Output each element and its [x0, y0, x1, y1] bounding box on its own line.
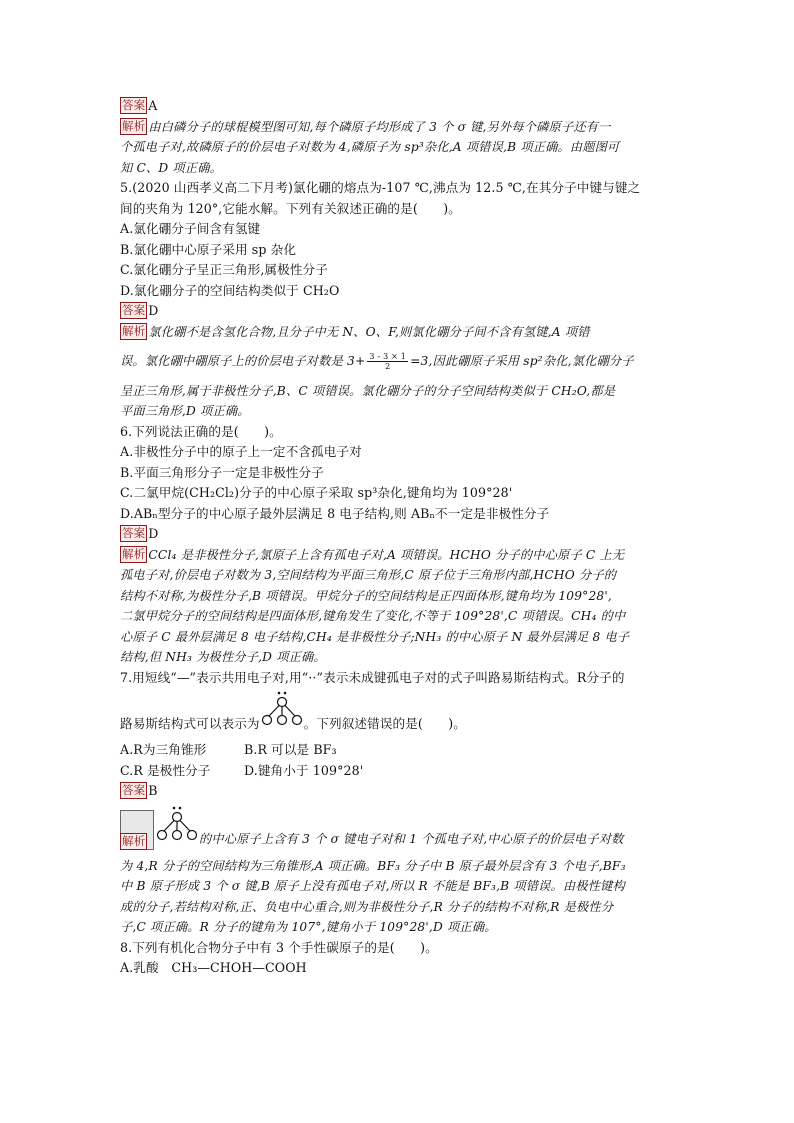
valence-pair-fraction: $\frac{3 - 3 \times 1}{2}$: [369, 352, 407, 371]
q6-analysis-line: 结构不对称,为极性分子,B 项错误。甲烷分子的空间结构是正四面体形,键角均为 109°28',: [120, 588, 613, 603]
q6-analysis-line: 孤电子对,价层电子对数为 3,空间结构为平面三角形,C 原子位于三角形内部,HCHO 分子的: [120, 568, 617, 582]
answer-tag: 答案: [122, 98, 146, 112]
q5-analysis-line: 平面三角形,D 项正确。: [120, 404, 250, 418]
q6-option-b: B.平面三角形分子一定是非极性分子: [120, 464, 324, 480]
document-page: [120, 96, 675, 979]
q7-analysis-line: 子,C 项正确。R 分子的键角为 107°,键角小于 109°28',D 项正确。: [120, 920, 497, 934]
q4-analysis-line: 个孤电子对,故磷原子的价层电子对数为 4,磷原子为 sp³杂化,A 项错误,B 项正确。由题图可: [120, 140, 620, 154]
q4-analysis-line: 知 C、D 项正确。: [120, 160, 222, 175]
answer-tag: 答案: [122, 303, 146, 317]
q7-answer: 答案 B: [122, 783, 158, 798]
q6-option-d: D.ABₙ型分子的中心原子最外层满足 8 电子结构,则 ABₙ不一定是非极性分子: [120, 505, 550, 521]
q7-analysis-line: 中 B 原子形成 3 个 σ 键,B 原子上没有孤电子对,所以 R 不能是 BF₃,B 项错误。由极性键构: [120, 879, 625, 893]
q5-analysis-line: 呈正三角形,属于非极性分子,B、C 项错误。氯化硼分子的分子空间结构类似于 CH₂O,都是: [120, 383, 616, 398]
q6-analysis-line: 结构,但 NH₃ 为极性分子,D 项正确。: [120, 650, 326, 664]
analysis-tag: 解析: [122, 323, 146, 338]
q4-analysis-line: 解析 由白磷分子的球棍模型图可知,每个磷原子均形成了 3 个 σ 键,另外每个磷原子还有一: [122, 118, 611, 134]
q5-analysis-line: 解析 氯化硼不是含氢化合物,且分子中无 N、O、F,则氯化硼分子间不含有氢键,A 项错: [122, 323, 590, 339]
q7-options-row-1: [120, 740, 675, 761]
analysis-tag: 解析: [122, 546, 146, 561]
analysis-tag: 解析: [122, 833, 146, 848]
answer-tag: 答案: [122, 526, 146, 540]
q7-option-a: A.R为三角锥形: [120, 742, 207, 757]
q4-answer: [120, 96, 675, 117]
q6-analysis-line: 心原子 C 最外层满足 8 电子结构,CH₄ 是非极性分子;NH₃ 的中心原子 N 最外层满足 8 电子: [120, 629, 630, 644]
q6-analysis-line: 二氯甲烷分子的空间结构是四面体形,键角发生了变化,不等于 109°28',C 项错误。CH₄ 的中: [120, 609, 626, 623]
q7-options-row-2: [120, 761, 675, 782]
q6-option-c: C.二氯甲烷(CH₂Cl₂)分子的中心原子采取 sp³杂化,键角均为 109°28': [120, 485, 513, 500]
q7-stem-with-structure: 路易斯结构式可以表示为 。下列叙述错误的是( )。: [120, 688, 675, 734]
analysis-box: [120, 810, 154, 850]
answer-value: A: [148, 98, 158, 113]
q6-option-a: A.非极性分子中的原子上一定不含孤电子对: [120, 444, 362, 459]
lewis-structure-icon: [260, 688, 304, 735]
answer-tag: 答案: [122, 783, 146, 797]
q5-answer: 答案 D: [122, 303, 159, 318]
q7-option-b: B.R 可以是 BF₃: [244, 742, 337, 757]
q8-option-a: A.乳酸 CH₃—CHOH—COOH: [120, 960, 307, 975]
q5-option-a: A.氯化硼分子间含有氢键: [120, 221, 261, 236]
q6-analysis-line: 解析 CCl₄ 是非极性分子,氯原子上含有孤电子对,A 项错误。HCHO 分子的中心原子 C 上无: [122, 546, 625, 562]
analysis-tag: 解析: [122, 118, 146, 133]
q5-stem-2: 间的夹角为 120°,它能水解。下列有关叙述正确的是( )。: [120, 200, 461, 216]
q7-analysis-first: 解析 的中心原子上含有 3 个 σ 键电子对和 1 个孤电子对,中心原子的价层电子对数: [120, 806, 675, 850]
q5-stem: 5.(2020 山西孝义高二下月考)氯化硼的熔点为-107 ℃,沸点为 12.5 ℃,在其分子中键与键之: [120, 180, 641, 195]
q5-option-c: C.氯化硼分子呈正三角形,属极性分子: [120, 262, 328, 277]
q7-analysis-line: 为 4,R 分子的空间结构为三角锥形,A 项正确。BF₃ 分子中 B 原子最外层含有 3 个电子,BF₃: [120, 858, 626, 873]
q7-option-d: D.键角小于 109°28': [244, 762, 364, 778]
q5-option-d: D.氯化硼分子的空间结构类似于 CH₂O: [120, 282, 340, 298]
q7-analysis-line: 成的分子,若结构对称,正、负电中心重合,则为非极性分子,R 分子的结构不对称,R 是极性分: [120, 899, 614, 914]
q6-answer: 答案 D: [122, 526, 159, 541]
lewis-structure-icon: [155, 803, 199, 850]
q8-stem: 8.下列有机化合物分子中有 3 个手性碳原子的是( )。: [120, 939, 438, 955]
q5-option-b: B.氯化硼中心原子采用 sp 杂化: [120, 241, 297, 257]
q7-stem: 7.用短线“—”表示共用电子对,用“··”表示未成键孤电子对的式子叫路易斯结构式。R分子的: [120, 669, 625, 685]
q5-analysis-line-formula: 误。氯化硼中硼原子上的价层电子对数是 3+ $\frac{3 - 3 \times 1}{2}$ =3,因此硼原子采用 sp²杂化,氯化硼分子: [120, 352, 634, 371]
q7-option-c: C.R 是极性分子: [120, 762, 211, 778]
q6-stem: 6.下列说法正确的是( )。: [120, 423, 282, 439]
